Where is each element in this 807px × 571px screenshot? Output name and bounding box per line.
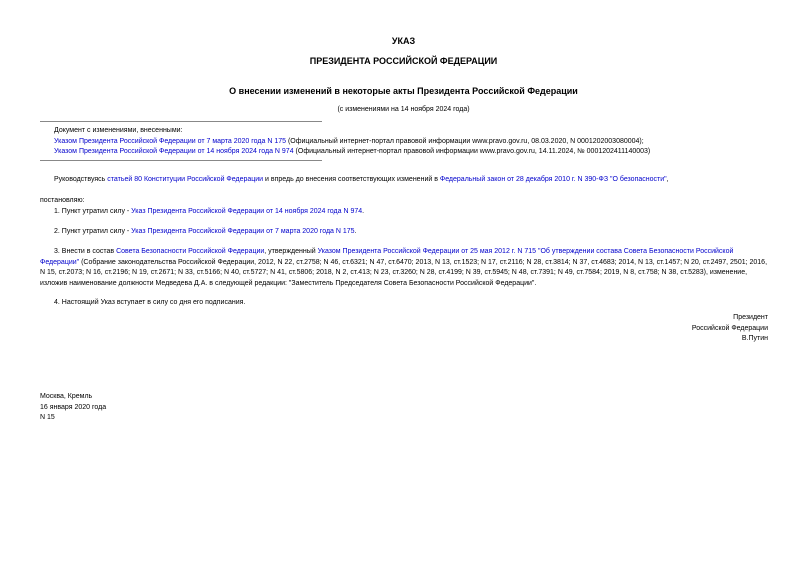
item-4-paragraph: 4. Настоящий Указ вступает в силу со дня его подписания.	[54, 299, 246, 306]
changes-top-rule	[40, 121, 322, 122]
changes-bottom-rule	[40, 160, 322, 161]
security-council-link[interactable]: Совета Безопасности Российской Федерации	[116, 248, 265, 255]
change-link[interactable]: Указом Президента Российской Федерации от 14 ноября 2024 года N 974	[54, 148, 294, 155]
signature-block	[692, 313, 768, 345]
basis-text: Руководствуясь	[54, 176, 108, 183]
item-text: , утвержденный	[264, 248, 318, 255]
issuer-title: ПРЕЗИДЕНТА РОССИЙСКОЙ ФЕДЕРАЦИИ	[309, 56, 498, 66]
basis-paragraph	[40, 175, 784, 186]
change-item	[54, 147, 794, 158]
change-item	[54, 137, 794, 148]
signature-name: В.Путин	[741, 335, 768, 342]
signature-position: Президент	[733, 314, 768, 321]
doc-type-title: УКАЗ	[391, 36, 416, 46]
change-source: (Официальный интернет-портал правовой информации www.pravo.gov.ru, 08.03.2020, N 0001202003080004);	[286, 137, 644, 145]
place: Москва, Кремль	[40, 393, 93, 400]
basis-text: и впредь до внесения соответствующих изменений в	[263, 176, 440, 183]
amendment-note: (с изменениями на 14 ноября 2024 года)	[337, 106, 470, 113]
doc-number: N 15	[40, 414, 55, 421]
document-subject-title: О внесении изменений в некоторые акты Президента Российской Федерации	[229, 86, 578, 96]
changes-intro: Документ с изменениями, внесенными:	[54, 127, 183, 134]
change-link[interactable]: Указом Президента Российской Федерации от 7 марта 2020 года N 175	[54, 137, 286, 145]
decree-word: постановляю:	[40, 197, 85, 204]
item-2-paragraph	[40, 227, 784, 238]
item-2-link[interactable]: Указ Президента Российской Федерации от 7 марта 2020 года N 175	[131, 228, 355, 235]
item-text: .	[354, 228, 357, 235]
item-1-link[interactable]: Указ Президента Российской Федерации от 14 ноября 2024 года N 974	[131, 208, 363, 215]
basis-text: ,	[666, 176, 669, 183]
change-source: (Официальный интернет-портал правовой информации www.pravo.gov.ru, 14.11.2024, № 0001202411140003)	[293, 148, 651, 155]
constitution-link[interactable]: статьей 80 Конституции Российской Федерации	[107, 176, 264, 183]
item-text: .	[362, 208, 365, 215]
item-text: 1. Пункт утратил силу -	[54, 208, 132, 215]
item-text: 2. Пункт утратил силу -	[54, 228, 132, 235]
item-3-paragraph	[40, 247, 770, 289]
federal-law-link[interactable]: Федеральный закон от 28 декабря 2010 г. N 390-ФЗ "О безопасности"	[439, 176, 667, 183]
place-date-block	[40, 392, 106, 424]
item-text: 3. Внести в состав	[54, 248, 117, 255]
item-text: (Собрание законодательства Российской Федерации, 2012, N 22, ст.2758; N 46, ст.6321; N 47, ст.6470; 2013, N 13, ст.1523; N 17, ст.2116; N 28, ст.3814; N 37, ст.4683; 2014, N 13, ст.1457; N 20, ст.2497, 2501; 2016, N 15, ст.2073; N 16, ст.2196; N 19, ст.2671; N 33, ст.5166; N 40, ст.5727; N 41, ст.5806; 2018, N 2, ст.413; N 23, ст.3260; N 28, ст.4199; N 39, ст.5945; N 48, ст.7391; N 49, ст.7584; 2019, N 8, ст.758; N 38, ст.5283), изменение, изложив наименование должности Медведева Д.А. в следующей редакции: "Заместитель Председателя Совета Безопасности Российской Федерации".	[40, 258, 768, 287]
signature-country: Российской Федерации	[691, 324, 768, 332]
changes-block	[54, 126, 794, 158]
decree-715-link[interactable]: Указом Президента Российской Федерации от 25 мая 2012 г. N 715 "Об утверждении состава Совета Безопасности Российской Федерации"	[40, 248, 734, 266]
item-1-paragraph	[40, 207, 784, 218]
date: 16 января 2020 года	[40, 403, 107, 411]
